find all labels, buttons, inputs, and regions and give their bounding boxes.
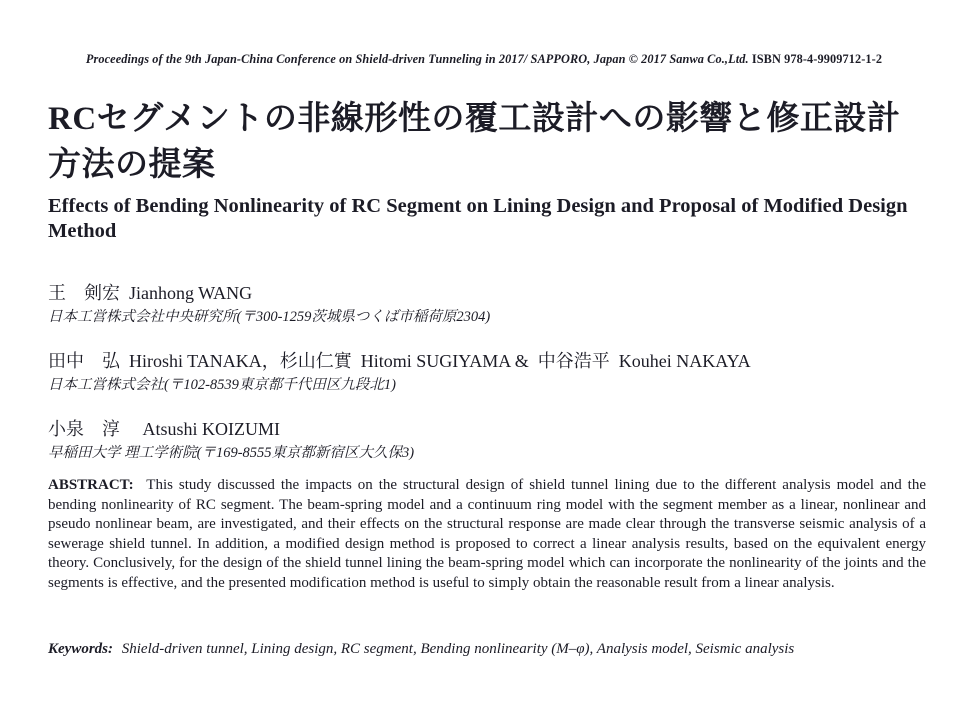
author-affiliation: 日本工営株式会社中央研究所(〒300-1259茨城県つくば市稲荷原2304) [48, 309, 491, 325]
keywords-label: Keywords: [48, 641, 113, 657]
author-name: 小泉 淳 Atsushi KOIZUMI [48, 419, 280, 439]
japanese-title-line-2: 方法の提案 [48, 147, 216, 183]
author-name: 王 剣宏 Jianhong WANG [48, 283, 253, 303]
author-block-tanaka-sugiyama-nakaya [48, 350, 933, 395]
paper-title-japanese [48, 96, 936, 188]
abstract [48, 476, 926, 593]
author-block-koizumi [48, 418, 933, 463]
author-name: 田中 弘 Hiroshi TANAKA，杉山仁實 Hitomi SUGIYAMA & 中谷浩平 Kouhei NAKAYA [48, 351, 751, 371]
abstract-label: ABSTRACT: [48, 477, 134, 493]
author-block-wang [48, 282, 933, 327]
proceedings-header [42, 52, 926, 67]
isbn-text: ISBN 978-4-9909712-1-2 [751, 52, 883, 66]
paper-title-english: Effects of Bending Nonlinearity of RC Segment on Lining Design and Proposal of Modified Design Method [48, 195, 908, 242]
keywords-line [48, 639, 933, 659]
abstract-text: This study discussed the impacts on the structural design of shield tunnel lining due to the different analysis model and the bending nonlinearity of RC segment. The beam-spring model and a continuum ring model with the segment member as a linear, nonlinear and pseudo nonlinear beam, are investigated, and their effects on the structural response are made clear through the transverse seismic analysis of a sewerage shield tunnel. In addition, a modified design method is proposed to correct a linear analysis results, based on the equivalent energy theory. Conclusively, for the design of the shield tunnel lining the beam-spring model which can incorporate the nonlinearity of the joints and the segments is effective, and the presented modification method is useful to simply obtain the reasonable result from a linear analysis. [48, 477, 926, 591]
author-affiliation: 日本工営株式会社(〒102-8539東京都千代田区九段北1) [48, 377, 396, 393]
author-affiliation: 早稲田大学 理工学術院(〒169-8555東京都新宿区大久保3) [48, 445, 415, 461]
japanese-title-line-1: RCセグメントの非線形性の覆工設計への影響と修正設計 [48, 101, 901, 137]
keywords-text: Shield-driven tunnel, Lining design, RC segment, Bending nonlinearity (M–φ), Analysis model, Seismic analysis [121, 641, 795, 657]
author-list [48, 282, 933, 463]
proceedings-text: Proceedings of the 9th Japan-China Conference on Shield-driven Tunneling in 2017/ SAPPORO, Japan © 2017 Sanwa Co.,Ltd. [85, 52, 749, 66]
